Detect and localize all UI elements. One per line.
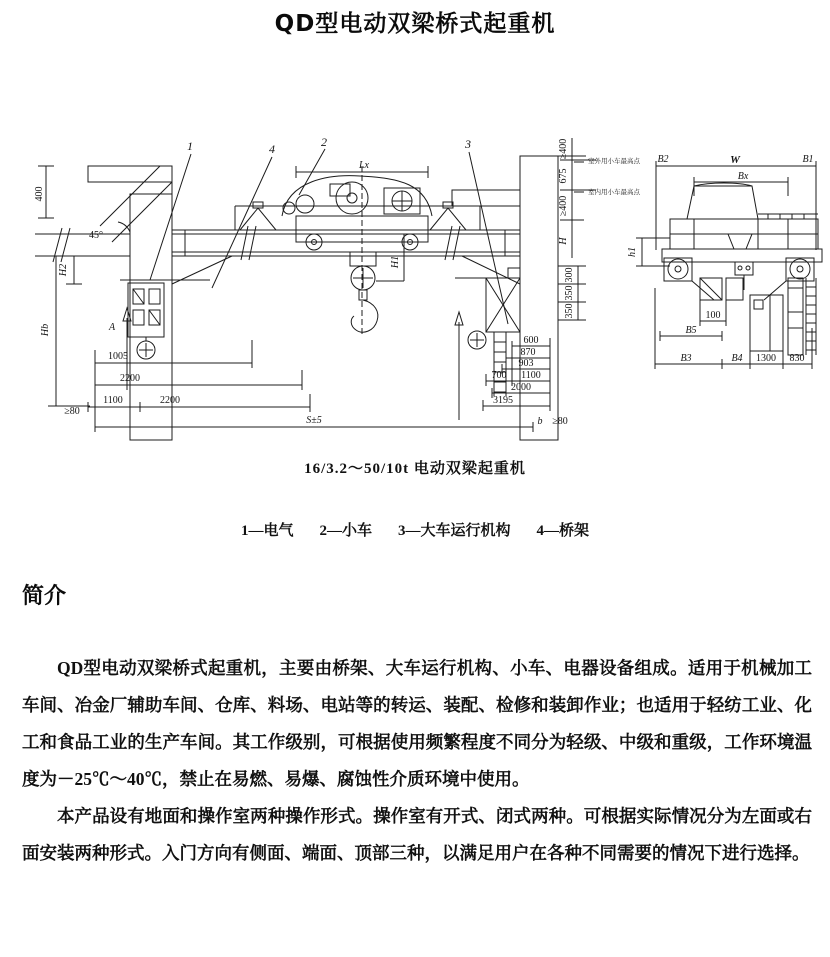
left-dim-lines <box>48 256 130 406</box>
crane-outline-drawing <box>0 138 830 470</box>
dim-2000: 2000 <box>511 382 531 393</box>
main-view <box>34 138 641 440</box>
dim-100: 100 <box>705 310 721 321</box>
legend-item-travel-mechanism: 3—大车运行机构 <box>398 523 511 539</box>
dim-2200-upper: 2200 <box>120 373 140 384</box>
dim-300: 300 <box>564 267 575 283</box>
dim-870: 870 <box>520 347 536 358</box>
dim-ge400-lower: ≥400 <box>558 195 569 217</box>
side-crane-body <box>662 183 822 300</box>
dim-350-a: 350 <box>564 285 575 301</box>
hook-block <box>350 234 404 332</box>
legend-item-trolley: 2—小车 <box>319 523 372 539</box>
electrical-cabinet <box>120 280 210 359</box>
dim-1005: 1005 <box>108 351 128 362</box>
trolley <box>282 166 432 336</box>
dim-903: 903 <box>518 358 534 369</box>
figure-caption: 16/3.2～50/10t 电动双梁起重机 <box>304 461 526 477</box>
dim-ge400-upper: ≥400 <box>558 138 569 160</box>
dim-H1: H1 <box>390 255 401 269</box>
bridge-girder <box>172 202 520 284</box>
page-title: QD型电动双梁桥式起重机 <box>274 11 556 37</box>
label-A: A <box>108 322 116 333</box>
callout-2: 2 <box>321 138 327 149</box>
dim-B3: B3 <box>680 353 692 364</box>
note-outdoor-trolley-top: 室外用小车最高点 <box>588 157 640 165</box>
dim-3195: 3195 <box>493 395 513 406</box>
dim-ge80-right: ≥80 <box>552 416 568 427</box>
dim-Hb: Hb <box>40 323 51 337</box>
dim-600: 600 <box>523 335 539 346</box>
dim-ge80-left: ≥80 <box>64 406 80 417</box>
callout-leaders <box>150 149 508 324</box>
dim-H2: H2 <box>58 263 69 277</box>
dim-830: 830 <box>789 353 805 364</box>
legend-item-bridge: 4—桥架 <box>536 523 590 539</box>
figure-legend <box>0 522 830 542</box>
dim-H: H <box>558 237 569 245</box>
dim-2200-lower: 2200 <box>160 395 180 406</box>
intro-section <box>22 650 812 872</box>
dim-h1: h1 <box>627 247 638 257</box>
dim-Bx: Bx <box>737 171 749 182</box>
dim-675: 675 <box>558 168 569 184</box>
label-b: b <box>537 416 543 427</box>
intro-paragraph-2: 本产品设有地面和操作室两种操作形式。操作室有开式、闭式两种。可根据实际情况分为左面或右面安装两种形式。入门方向有侧面、端面、顶部三种，以满足用户在各种不同需要的情况下进行选择。 <box>22 806 812 863</box>
roof-height-dim: 45° <box>89 230 103 241</box>
dim-1100-right: 1100 <box>521 370 541 381</box>
dim-400: 400 <box>34 186 45 202</box>
side-dims-top <box>656 161 816 250</box>
callout-1: 1 <box>187 139 193 153</box>
dim-Lx: Lx <box>359 160 369 171</box>
section-heading-intro: 简介 <box>22 584 67 609</box>
dim-span: S±5 <box>306 415 322 426</box>
callout-3: 3 <box>465 138 471 151</box>
dim-700: 700 <box>491 370 507 381</box>
legend-item-electric: 1—电气 <box>240 523 294 539</box>
dim-B4: B4 <box>731 353 743 364</box>
dim-B2: B2 <box>657 154 669 165</box>
dim-B5: B5 <box>685 325 697 336</box>
dim-B1: B1 <box>802 154 814 165</box>
note-indoor-trolley-top: 室内用小车最高点 <box>588 188 640 196</box>
callout-4: 4 <box>269 142 275 156</box>
dim-350-b: 350 <box>564 303 575 319</box>
travel-mechanism <box>455 268 520 396</box>
side-cab <box>750 278 816 355</box>
dim-W: W <box>730 154 740 166</box>
dim-1300: 1300 <box>756 353 776 364</box>
dim-1100-left: 1100 <box>103 395 123 406</box>
intro-paragraph-1: QD型电动双梁桥式起重机，主要由桥架、大车运行机构、小车、电器设备组成。适用于机械加工车间、冶金厂辅助车间、仓库、料场、电站等的转运、装配、检修和装卸作业；也适用于轻纺工业、化工和食品工业的生产车间。其工作级别，可根据使用频繁程度不同分为轻级、中级和重级，工作环境温度为－25℃～40℃，禁止在易燃、易爆、腐蚀性介质环境中使用。 <box>22 658 812 789</box>
side-view <box>627 154 822 369</box>
